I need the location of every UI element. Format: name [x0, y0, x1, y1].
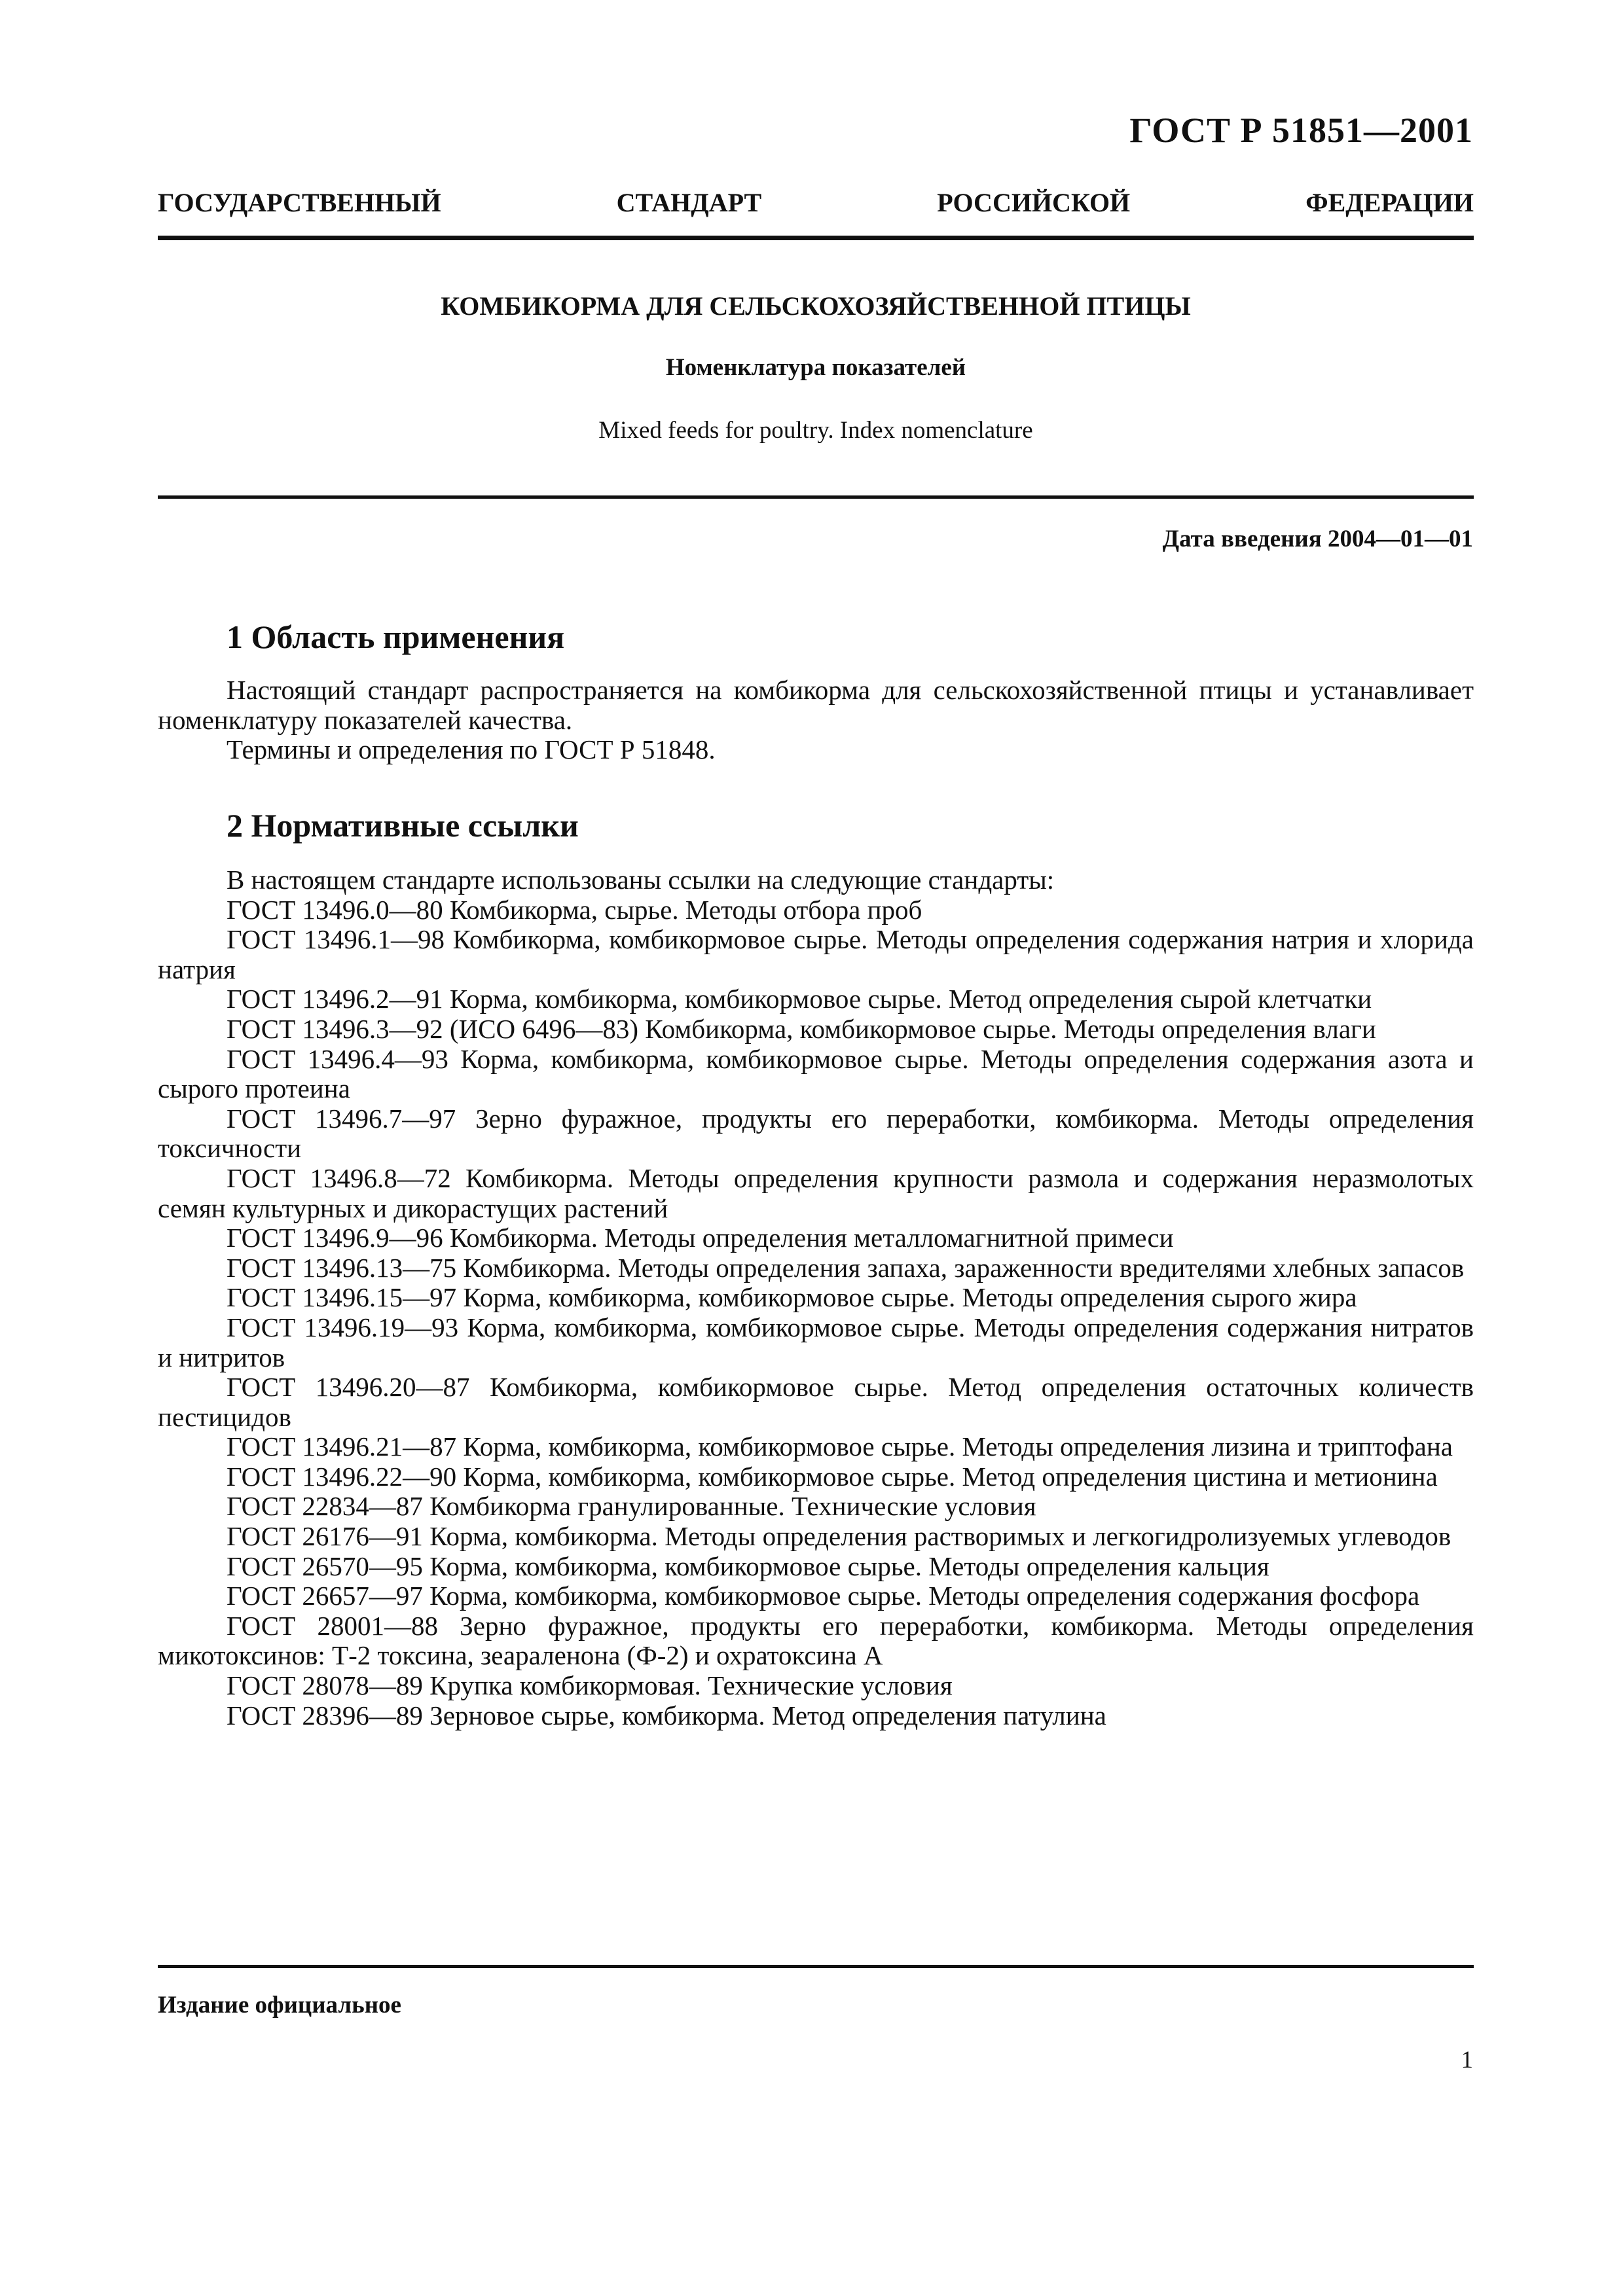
- introduction-date: Дата введения 2004—01—01: [1162, 526, 1473, 552]
- reference-item: ГОСТ 13496.7—97 Зерно фуражное, продукты его переработки, комбикорма. Методы определения токсичности: [158, 1103, 1474, 1164]
- section-body-references: [158, 865, 1474, 1731]
- document-number: ГОСТ Р 51851—2001: [1129, 111, 1473, 150]
- reference-item: ГОСТ 13496.8—72 Комбикорма. Методы определения крупности размола и содержания неразмолотых семян культурных и дикорастущих растений: [158, 1162, 1474, 1223]
- title-rule: [158, 495, 1474, 499]
- document-subtitle: Номенклатура показателей: [665, 354, 966, 381]
- section-heading-scope: 1 Область применения: [227, 619, 565, 655]
- reference-item: ГОСТ 26570—95 Корма, комбикорма, комбикормовое сырье. Методы определения кальция: [227, 1551, 1269, 1581]
- reference-item: ГОСТ 13496.3—92 (ИСО 6496—83) Комбикорма, комбикормовое сырье. Методы определения влаги: [227, 1013, 1376, 1044]
- reference-item: ГОСТ 13496.4—93 Корма, комбикорма, комбикормовое сырье. Методы определения содержания азота и сырого протеина: [158, 1043, 1474, 1104]
- reference-item: ГОСТ 13496.1—98 Комбикорма, комбикормовое сырье. Методы определения содержания натрия и хлорида натрия: [158, 924, 1474, 984]
- reference-item: ГОСТ 22834—87 Комбикорма гранулированные. Технические условия: [227, 1491, 1036, 1522]
- reference-item: ГОСТ 28078—89 Крупка комбикормовая. Технические условия: [227, 1670, 953, 1701]
- section-heading-references: 2 Нормативные ссылки: [227, 807, 579, 844]
- english-title: Mixed feeds for poultry. Index nomenclature: [598, 417, 1033, 444]
- reference-item: ГОСТ 13496.20—87 Комбикорма, комбикормовое сырье. Метод определения остаточных количеств пестицидов: [158, 1372, 1474, 1432]
- reference-item: ГОСТ 13496.21—87 Корма, комбикорма, комбикормовое сырье. Методы определения лизина и триптофана: [227, 1431, 1453, 1462]
- state-standard-banner: ГОСУДАРСТВЕННЫЙ СТАНДАРТ РОССИЙСКОЙ ФЕДЕРАЦИИ: [158, 188, 1474, 217]
- reference-item: ГОСТ 13496.13—75 Комбикорма. Методы определения запаха, зараженности вредителями хлебных запасов: [227, 1252, 1465, 1283]
- header-rule: [158, 236, 1474, 240]
- edition-label: Издание официальное: [158, 1992, 401, 2018]
- reference-item: ГОСТ 26657—97 Корма, комбикорма, комбикормовое сырье. Методы определения содержания фосфора: [227, 1581, 1420, 1611]
- reference-item: ГОСТ 13496.22—90 Корма, комбикорма, комбикормовое сырье. Метод определения цистина и метионина: [227, 1461, 1438, 1492]
- reference-item: ГОСТ 13496.15—97 Корма, комбикорма, комбикормовое сырье. Методы определения сырого жира: [227, 1282, 1357, 1313]
- document-title: КОМБИКОРМА ДЛЯ СЕЛЬСКОХОЗЯЙСТВЕННОЙ ПТИЦЫ: [441, 291, 1191, 321]
- reference-item: ГОСТ 28001—88 Зерно фуражное, продукты его переработки, комбикорма. Методы определения микотоксинов: Т-2 токсина, зеараленона (Ф-2) и охратоксина А: [158, 1610, 1474, 1671]
- reference-item: ГОСТ 13496.0—80 Комбикорма, сырье. Методы отбора проб: [227, 894, 922, 925]
- paragraph: В настоящем стандарте использованы ссылки на следующие стандарты:: [227, 865, 1055, 895]
- reference-item: ГОСТ 26176—91 Корма, комбикорма. Методы определения растворимых и легкогидролизуемых углеводов: [227, 1521, 1451, 1552]
- reference-item: ГОСТ 13496.19—93 Корма, комбикорма, комбикормовое сырье. Методы определения содержания нитратов и нитритов: [158, 1312, 1474, 1372]
- paragraph: Термины и определения по ГОСТ Р 51848.: [227, 734, 716, 765]
- footer-rule: [158, 1965, 1474, 1968]
- reference-item: ГОСТ 13496.2—91 Корма, комбикорма, комбикормовое сырье. Метод определения сырой клетчатки: [227, 984, 1372, 1014]
- reference-item: ГОСТ 13496.9—96 Комбикорма. Методы определения металломагнитной примеси: [227, 1223, 1174, 1253]
- page-number: 1: [1461, 2047, 1473, 2073]
- reference-item: ГОСТ 28396—89 Зерновое сырье, комбикорма. Метод определения патулина: [227, 1700, 1106, 1731]
- section-body-scope: [158, 675, 1474, 765]
- paragraph: Настоящий стандарт распространяется на комбикорма для сельскохозяйственной птицы и устанавливает номенклатуру показателей качества.: [158, 675, 1474, 735]
